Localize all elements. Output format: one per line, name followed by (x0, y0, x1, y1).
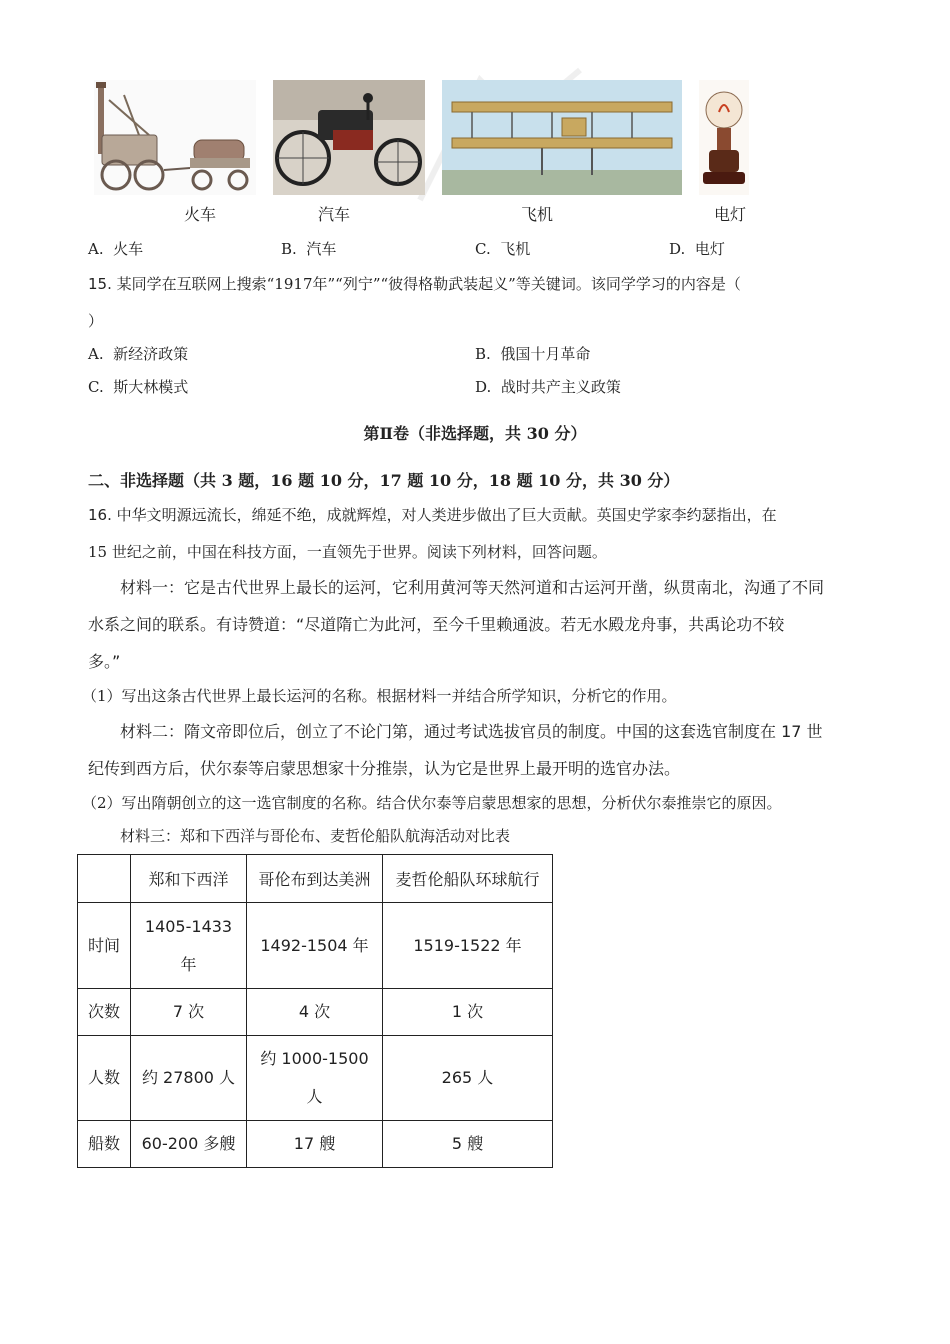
q14-option-d: D. 电灯 (669, 240, 725, 258)
material1-line2: 水系之间的联系。有诗赞道：“尽道隋亡为此河，至今千里赖通波。若无水殿龙舟事，共禹论功不较 (88, 615, 785, 634)
table-header-cell: 郑和下西洋 (131, 855, 247, 903)
q14-option-a: A. 火车 (88, 240, 144, 258)
airplane-image (442, 80, 682, 195)
q15-option-c: C. 斯大林模式 (88, 378, 189, 396)
material1-line1: 材料一：它是古代世界上最长的运河，它利用黄河等天然河道和古运河开凿，纵贯南北，沟通了不同 (120, 578, 825, 597)
q14-option-b: B. 汽车 (281, 240, 337, 258)
table-cell: 约 27800 人 (131, 1036, 247, 1121)
row-label: 次数 (78, 989, 131, 1036)
q16-intro-line1: 16. 中华文明源远流长，绵延不绝，成就辉煌，对人类进步做出了巨大贡献。英国史学家李约瑟指出，在 (88, 506, 777, 524)
voyage-comparison-table (77, 854, 553, 1168)
section-heading: 二、非选择题（共 3 题，16 题 10 分，17 题 10 分，18 题 10 分，共 30 分） (88, 471, 680, 490)
material1-line3: 多。” (88, 652, 121, 671)
row-label: 人数 (78, 1036, 131, 1121)
table-row (78, 989, 553, 1036)
table-cell: 265 人 (383, 1036, 553, 1121)
caption-train: 火车 (184, 205, 217, 224)
material3-title: 材料三：郑和下西洋与哥伦布、麦哲伦船队航海活动对比表 (120, 827, 511, 845)
table-cell: 约 1000-1500人 (247, 1036, 383, 1121)
question-2: （2）写出隋朝创立的这一选官制度的名称。结合伏尔泰等启蒙思想家的思想，分析伏尔泰推崇它的原因。 (82, 794, 782, 812)
table-header-cell: 哥伦布到达美洲 (247, 855, 383, 903)
q15-stem: 15. 某同学在互联网上搜索“1917年”“列宁”“彼得格勒武装起义”等关键词。该同学学习的内容是（ (88, 275, 741, 293)
table-cell: 7 次 (131, 989, 247, 1036)
table-cell: 4 次 (247, 989, 383, 1036)
light-bulb-image (699, 80, 749, 195)
table-cell: 1405-1433年 (131, 903, 247, 989)
row-label: 时间 (78, 903, 131, 989)
car-image (273, 80, 425, 195)
part2-title: 第Ⅱ卷（非选择题，共 30 分） (363, 424, 587, 443)
train-image (94, 80, 256, 195)
table-cell: 60-200 多艘 (131, 1121, 247, 1168)
table-cell: 17 艘 (247, 1121, 383, 1168)
row-label: 船数 (78, 1121, 131, 1168)
q15-option-b: B. 俄国十月革命 (475, 345, 591, 363)
table-cell: 1 次 (383, 989, 553, 1036)
question-1: （1）写出这条古代世界上最长运河的名称。根据材料一并结合所学知识，分析它的作用。 (82, 687, 677, 705)
table-header-row (78, 855, 553, 903)
q15-option-d: D. 战时共产主义政策 (475, 378, 621, 396)
table-cell: 1492-1504 年 (247, 903, 383, 989)
material2-line1: 材料二：隋文帝即位后，创立了不论门第，通过考试选拔官员的制度。中国的这套选官制度在 17 世 (120, 722, 823, 741)
table-header-cell: 麦哲伦船队环球航行 (383, 855, 553, 903)
caption-car: 汽车 (318, 205, 351, 224)
table-cell: 5 艘 (383, 1121, 553, 1168)
q16-intro-line2: 15 世纪之前，中国在科技方面，一直领先于世界。阅读下列材料，回答问题。 (88, 543, 607, 561)
table-header-cell (78, 855, 131, 903)
table-row (78, 1121, 553, 1168)
q15-option-a: A. 新经济政策 (88, 345, 189, 363)
material2-line2: 纪传到西方后，伏尔泰等启蒙思想家十分推崇，认为它是世界上最开明的选官办法。 (88, 759, 681, 778)
caption-light-bulb: 电灯 (714, 205, 747, 224)
table-row (78, 903, 553, 989)
table-row (78, 1036, 553, 1121)
q15-stem-end: ） (88, 312, 104, 330)
table-cell: 1519-1522 年 (383, 903, 553, 989)
q14-option-c: C. 飞机 (475, 240, 531, 258)
caption-airplane: 飞机 (521, 205, 554, 224)
